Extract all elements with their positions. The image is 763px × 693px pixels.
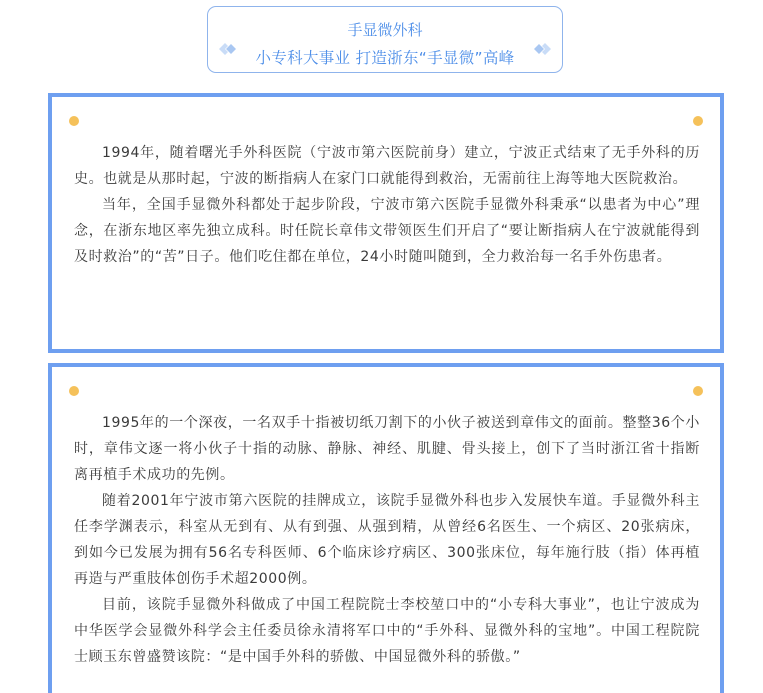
corner-dot-right-icon xyxy=(693,116,703,126)
header-title: 手显微外科 xyxy=(347,21,423,39)
history-section-panel xyxy=(48,93,724,353)
paragraph: 随着2001年宁波市第六医院的挂牌成立，该院手显微外科也步入发展快车道。手显微外科主任李学渊表示，科室从无到有、从有到强、从强到精，从曾经6名医生、一个病区、20张病床，到如今已发展为拥有56名专科医师、6个临床诊疗病区、300张床位，每年施行肢（指）体再植再造与严重肢体创伤手术超2000例。 xyxy=(74,493,700,587)
history-text xyxy=(74,140,700,270)
paragraph: 目前，该院手显微外科做成了中国工程院院士李校堃口中的“小专科大事业”，也让宁波成为中华医学会显微外科学会主任委员徐永清将军口中的“手外科、显微外科的宝地”。中国工程院院士顾玉东曾盛赞该院：“是中国手外科的骄傲、中国显微外科的骄傲。” xyxy=(74,597,700,665)
paragraph: 当年，全国手显微外科都处于起步阶段，宁波市第六医院手显微外科秉承“以患者为中心”理念，在浙东地区率先独立成科。时任院长章伟文带领医生们开启了“要让断指病人在宁波就能得到及时救治”的“苦”日子。他们吃住都在单位，24小时随叫随到，全力救治每一名手外伤患者。 xyxy=(74,197,700,265)
corner-dot-right-icon xyxy=(693,386,703,396)
diamond-deco-right-icon xyxy=(533,43,551,55)
corner-dot-left-icon xyxy=(69,386,79,396)
development-section-panel xyxy=(48,363,724,693)
development-text xyxy=(74,410,700,670)
paragraph: 1995年的一个深夜，一名双手十指被切纸刀割下的小伙子被送到章伟文的面前。整整36个小时，章伟文逐一将小伙子十指的动脉、静脉、神经、肌腱、骨头接上，创下了当时浙江省十指断离再植手术成功的先例。 xyxy=(74,415,700,483)
header-subtitle: 小专科大事业 打造浙东“手显微”高峰 xyxy=(255,49,515,67)
paragraph: 1994年，随着曙光手外科医院（宁波市第六医院前身）建立，宁波正式结束了无手外科的历史。也就是从那时起，宁波的断指病人在家门口就能得到救治，无需前往上海等地大医院救治。 xyxy=(74,145,700,187)
header-banner xyxy=(207,6,563,73)
corner-dot-left-icon xyxy=(69,116,79,126)
